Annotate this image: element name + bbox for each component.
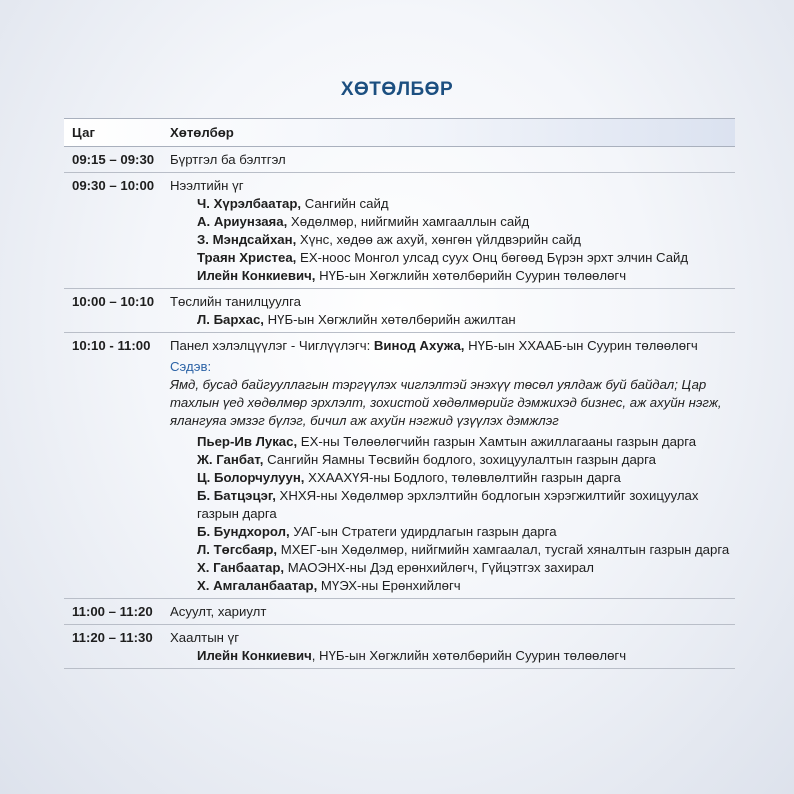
speaker-role: ЕХ-ноос Монгол улсад суух Онц бөгөөд Бүрэн эрхт элчин Сайд: [296, 250, 689, 265]
panelist: [170, 559, 735, 577]
panelist: [170, 469, 735, 487]
row-time: 10:10 - 11:00: [72, 338, 151, 353]
panelist: [170, 487, 735, 523]
header-time: Цаг: [72, 124, 95, 140]
table-row: [64, 333, 735, 599]
panelist: [170, 451, 735, 469]
row-text: Нээлтийн үг: [170, 178, 244, 193]
panelist: [170, 577, 735, 595]
speaker-name: З. Мэндсайхан,: [197, 232, 297, 247]
speaker: [170, 249, 735, 267]
panelist-role: УАГ-ын Стратеги удирдлагын газрын дарга: [289, 524, 557, 539]
table-header: [64, 118, 735, 147]
panelist-role: МХЕГ-ын Хөдөлмөр, нийгмийн хамгаалал, тусгай хяналтын газрын дарга: [277, 542, 730, 557]
speaker-role: НҮБ-ын Хөгжлийн хөтөлбөрийн ажилтан: [263, 312, 516, 327]
panelist-role: МАОЭНХ-ны Дэд ерөнхийлөгч, Гүйцэтгэх захирал: [284, 560, 594, 575]
speaker-name: Илейн Конкиевич: [197, 648, 312, 663]
row-text: Панел хэлэлцүүлэг - Чиглүүлэгч:: [170, 338, 374, 353]
topic-text: Ямд, бусад байгууллагын тэргүүлэх чиглэлтэй энэхүү төсөл уялдаж буй байдал; Цар тахлын үед хөдөлмөр эрхлэлт, зохистой хөдөлмөрийг дэмжихэд бизнес, аж ахуйн нэгж, ялангуяа эмзэг бүлэг, бичил аж ахуйн нэгжид үзүүлэх дэмжлэг: [170, 377, 722, 428]
panelist-name: Б. Бундхорол,: [197, 524, 290, 539]
speaker-role: Хөдөлмөр, нийгмийн хамгааллын сайд: [287, 214, 530, 229]
row-content: [167, 603, 735, 621]
table-row: [64, 625, 735, 669]
panelist-name: Пьер-Ив Лукас,: [197, 434, 298, 449]
panelist-role: ХХААХҮЯ-ны Бодлого, төлөвлөлтийн газрын дарга: [304, 470, 621, 485]
panelist-name: Ц. Болорчулуун,: [197, 470, 305, 485]
moderator-role: НҮБ-ын ХХААБ-ын Суурин төлөөлөгч: [464, 338, 698, 353]
panelist-role: ЕХ-ны Төлөөлөгчийн газрын Хамтын ажиллагааны газрын дарга: [297, 434, 697, 449]
table-row: [64, 173, 735, 289]
speaker: [170, 311, 735, 329]
row-content: [167, 293, 735, 329]
panelist-name: Х. Амгаланбаатар,: [197, 578, 318, 593]
speaker-name: А. Ариунзаяа,: [197, 214, 288, 229]
panelist-name: Л. Төгсбаяр,: [197, 542, 278, 557]
panelist-role: МҮЭХ-ны Ерөнхийлөгч: [317, 578, 461, 593]
row-time: 09:15 – 09:30: [72, 152, 155, 167]
speaker-role: НҮБ-ын Хөгжлийн хөтөлбөрийн Суурин төлөөлөгч: [315, 268, 627, 283]
table-row: [64, 599, 735, 625]
speaker-name: Илейн Конкиевич,: [197, 268, 316, 283]
row-time: 11:20 – 11:30: [72, 630, 153, 645]
panelist-role: ХНХЯ-ны Хөдөлмөр эрхлэлтийн бодлогын хэрэгжилтийг зохицуулах газрын дарга: [197, 488, 699, 521]
speaker-name: Ч. Хүрэлбаатар,: [197, 196, 302, 211]
row-time: 11:00 – 11:20: [72, 604, 153, 619]
speaker: [170, 195, 735, 213]
row-time: 09:30 – 10:00: [72, 178, 155, 193]
panelist-name: Б. Батцэцэг,: [197, 488, 276, 503]
speaker: [170, 231, 735, 249]
speaker-name: Траян Христеа,: [197, 250, 297, 265]
header-program: Хөтөлбөр: [170, 124, 234, 140]
table-row: [64, 289, 735, 333]
panelist: [170, 523, 735, 541]
schedule-table: [64, 118, 735, 669]
table-row: [64, 147, 735, 173]
row-content: [167, 151, 735, 169]
topic-label: Сэдэв:: [170, 359, 212, 374]
row-content: [167, 629, 735, 665]
panelist: [170, 433, 735, 451]
panel-line: [170, 337, 735, 355]
row-content: [167, 177, 735, 285]
speaker: [170, 267, 735, 285]
row-text: Хаалтын үг: [170, 630, 240, 645]
panelist-name: Ж. Ганбат,: [197, 452, 264, 467]
row-content: [167, 337, 735, 595]
page-title: ХӨТӨЛБӨР: [340, 79, 454, 100]
speaker: [170, 647, 735, 665]
speaker-role: Сангийн сайд: [301, 196, 389, 211]
row-text: Бүртгэл ба бэлтгэл: [170, 152, 286, 167]
row-text: Асуулт, хариулт: [170, 604, 267, 619]
panelist-role: Сангийн Яамны Төсвийн бодлого, зохицуулалтын газрын дарга: [263, 452, 656, 467]
row-time: 10:00 – 10:10: [72, 294, 155, 309]
panelist-name: Х. Ганбаатар,: [197, 560, 285, 575]
panelist: [170, 541, 735, 559]
speaker-role: Хүнс, хөдөө аж ахуй, хөнгөн үйлдвэрийн сайд: [296, 232, 581, 247]
moderator-name: Винод Ахужа,: [373, 338, 465, 353]
row-text: Төслийн танилцуулга: [170, 294, 301, 309]
speaker-name: Л. Бархас,: [197, 312, 264, 327]
speaker-role: , НҮБ-ын Хөгжлийн хөтөлбөрийн Суурин төлөөлөгч: [311, 648, 627, 663]
speaker: [170, 213, 735, 231]
